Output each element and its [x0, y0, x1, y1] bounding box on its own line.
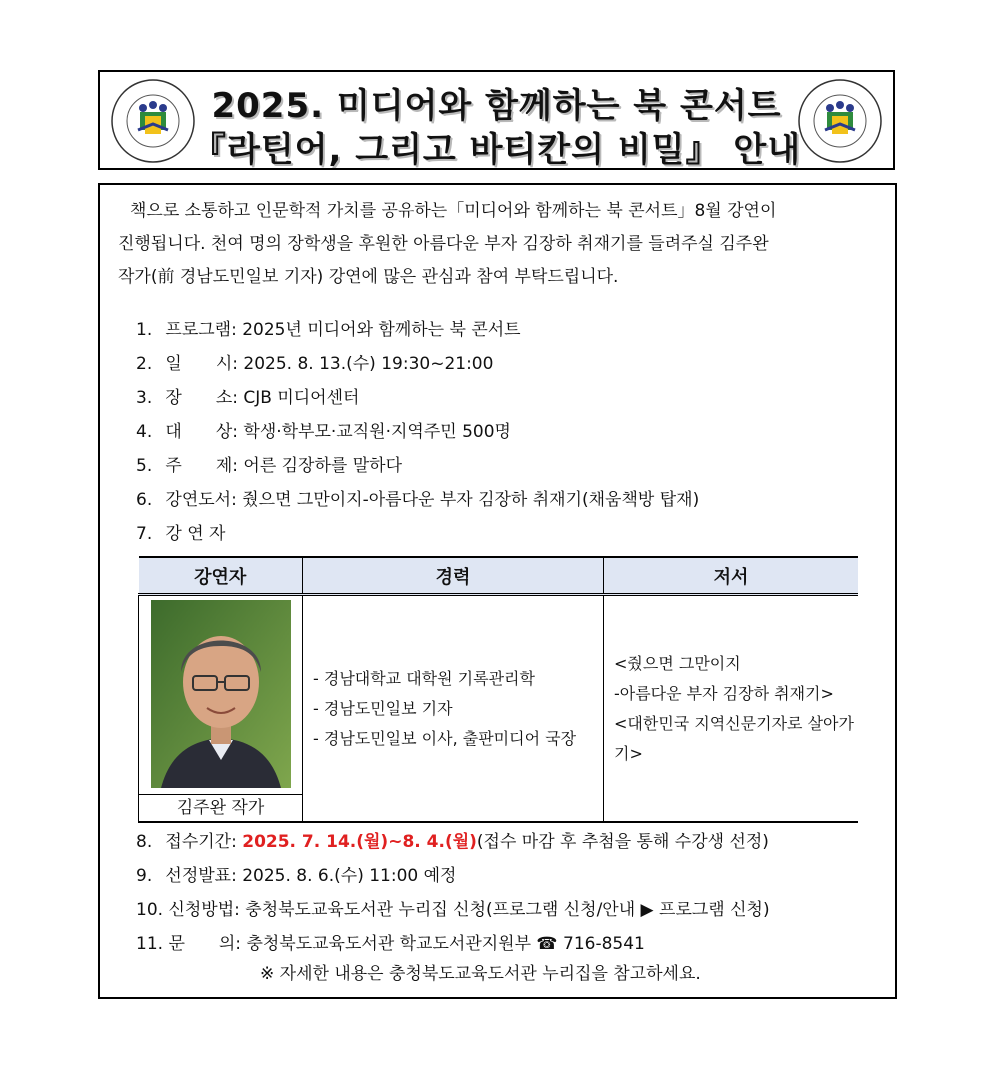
speaker-photo-cell: [139, 595, 303, 823]
info-item: 7. 강 연 자: [136, 524, 226, 544]
info-item: 8. 접수기간: 2025. 7. 14.(월)~8. 4.(월)(접수 마감 후 추첨을 통해 수강생 선정): [136, 832, 769, 852]
phone-number: 716-8541: [563, 934, 645, 954]
application-period: 2025. 7. 14.(월)~8. 4.(월): [242, 832, 477, 852]
library-logo: [797, 78, 883, 164]
table-header: 저서: [604, 557, 859, 595]
info-item: 11. 문 의: 충청북도교육도서관 학교도서관지원부 ☎ 716-8541: [136, 934, 645, 954]
speaker-table: [138, 556, 858, 823]
info-item: 10. 신청방법: 충청북도교육도서관 누리집 신청(프로그램 신청/안내 ▶ 프로그램 신청): [136, 900, 770, 920]
info-list-2: [136, 825, 770, 961]
info-item: 9. 선정발표: 2025. 8. 6.(수) 11:00 예정: [136, 866, 457, 886]
book-item: <줬으면 그만이지: [614, 653, 741, 673]
content-box: [98, 183, 897, 999]
career-cell: [303, 595, 604, 823]
career-item: - 경남도민일보 기자: [313, 698, 453, 718]
books-cell: [604, 595, 859, 823]
career-item: - 경남대학교 대학원 기록관리학: [313, 668, 535, 688]
intro-line: 진행됩니다. 천여 명의 장학생을 후원한 아름다운 부자 김장하 취재기를 들려주실 김주완: [118, 234, 769, 254]
footnote: ※ 자세한 내용은 충청북도교육도서관 누리집을 참고하세요.: [260, 964, 701, 984]
title-line-2: 『라틴어, 그리고 바티칸의 비밀』 안내: [191, 130, 802, 170]
title-line-1: 2025. 미디어와 함께하는 북 콘서트: [211, 86, 782, 126]
info-item: 5. 주 제: 어른 김장하를 말하다: [136, 456, 402, 476]
intro-line: 작가(前 경남도민일보 기자) 강연에 많은 관심과 참여 부탁드립니다.: [118, 267, 619, 287]
book-item: -아름다운 부자 김장하 취재기>: [614, 683, 834, 703]
intro-paragraph: [118, 195, 880, 294]
table-header: 강연자: [139, 557, 303, 595]
book-item: <대한민국 지역신문기자로 살아가기>: [614, 713, 854, 763]
info-item: 2. 일 시: 2025. 8. 13.(수) 19:30~21:00: [136, 354, 494, 374]
speaker-name: 김주완 작가: [139, 794, 302, 821]
info-item: 1. 프로그램: 2025년 미디어와 함께하는 북 콘서트: [136, 320, 521, 340]
info-item: 6. 강연도서: 줬으면 그만이지-아름다운 부자 김장하 취재기(채움책방 탑재): [136, 490, 700, 510]
table-header: 경력: [303, 557, 604, 595]
info-list: [136, 313, 699, 551]
speaker-photo: [151, 600, 291, 788]
info-item: 4. 대 상: 학생·학부모·교직원·지역주민 500명: [136, 422, 511, 442]
header-box: [98, 70, 895, 170]
info-item: 3. 장 소: CJB 미디어센터: [136, 388, 360, 408]
career-item: - 경남도민일보 이사, 출판미디어 국장: [313, 728, 577, 748]
intro-line: 책으로 소통하고 인문학적 가치를 공유하는「미디어와 함께하는 북 콘서트」8월 강연이: [130, 201, 777, 221]
phone-icon: ☎: [536, 934, 558, 954]
